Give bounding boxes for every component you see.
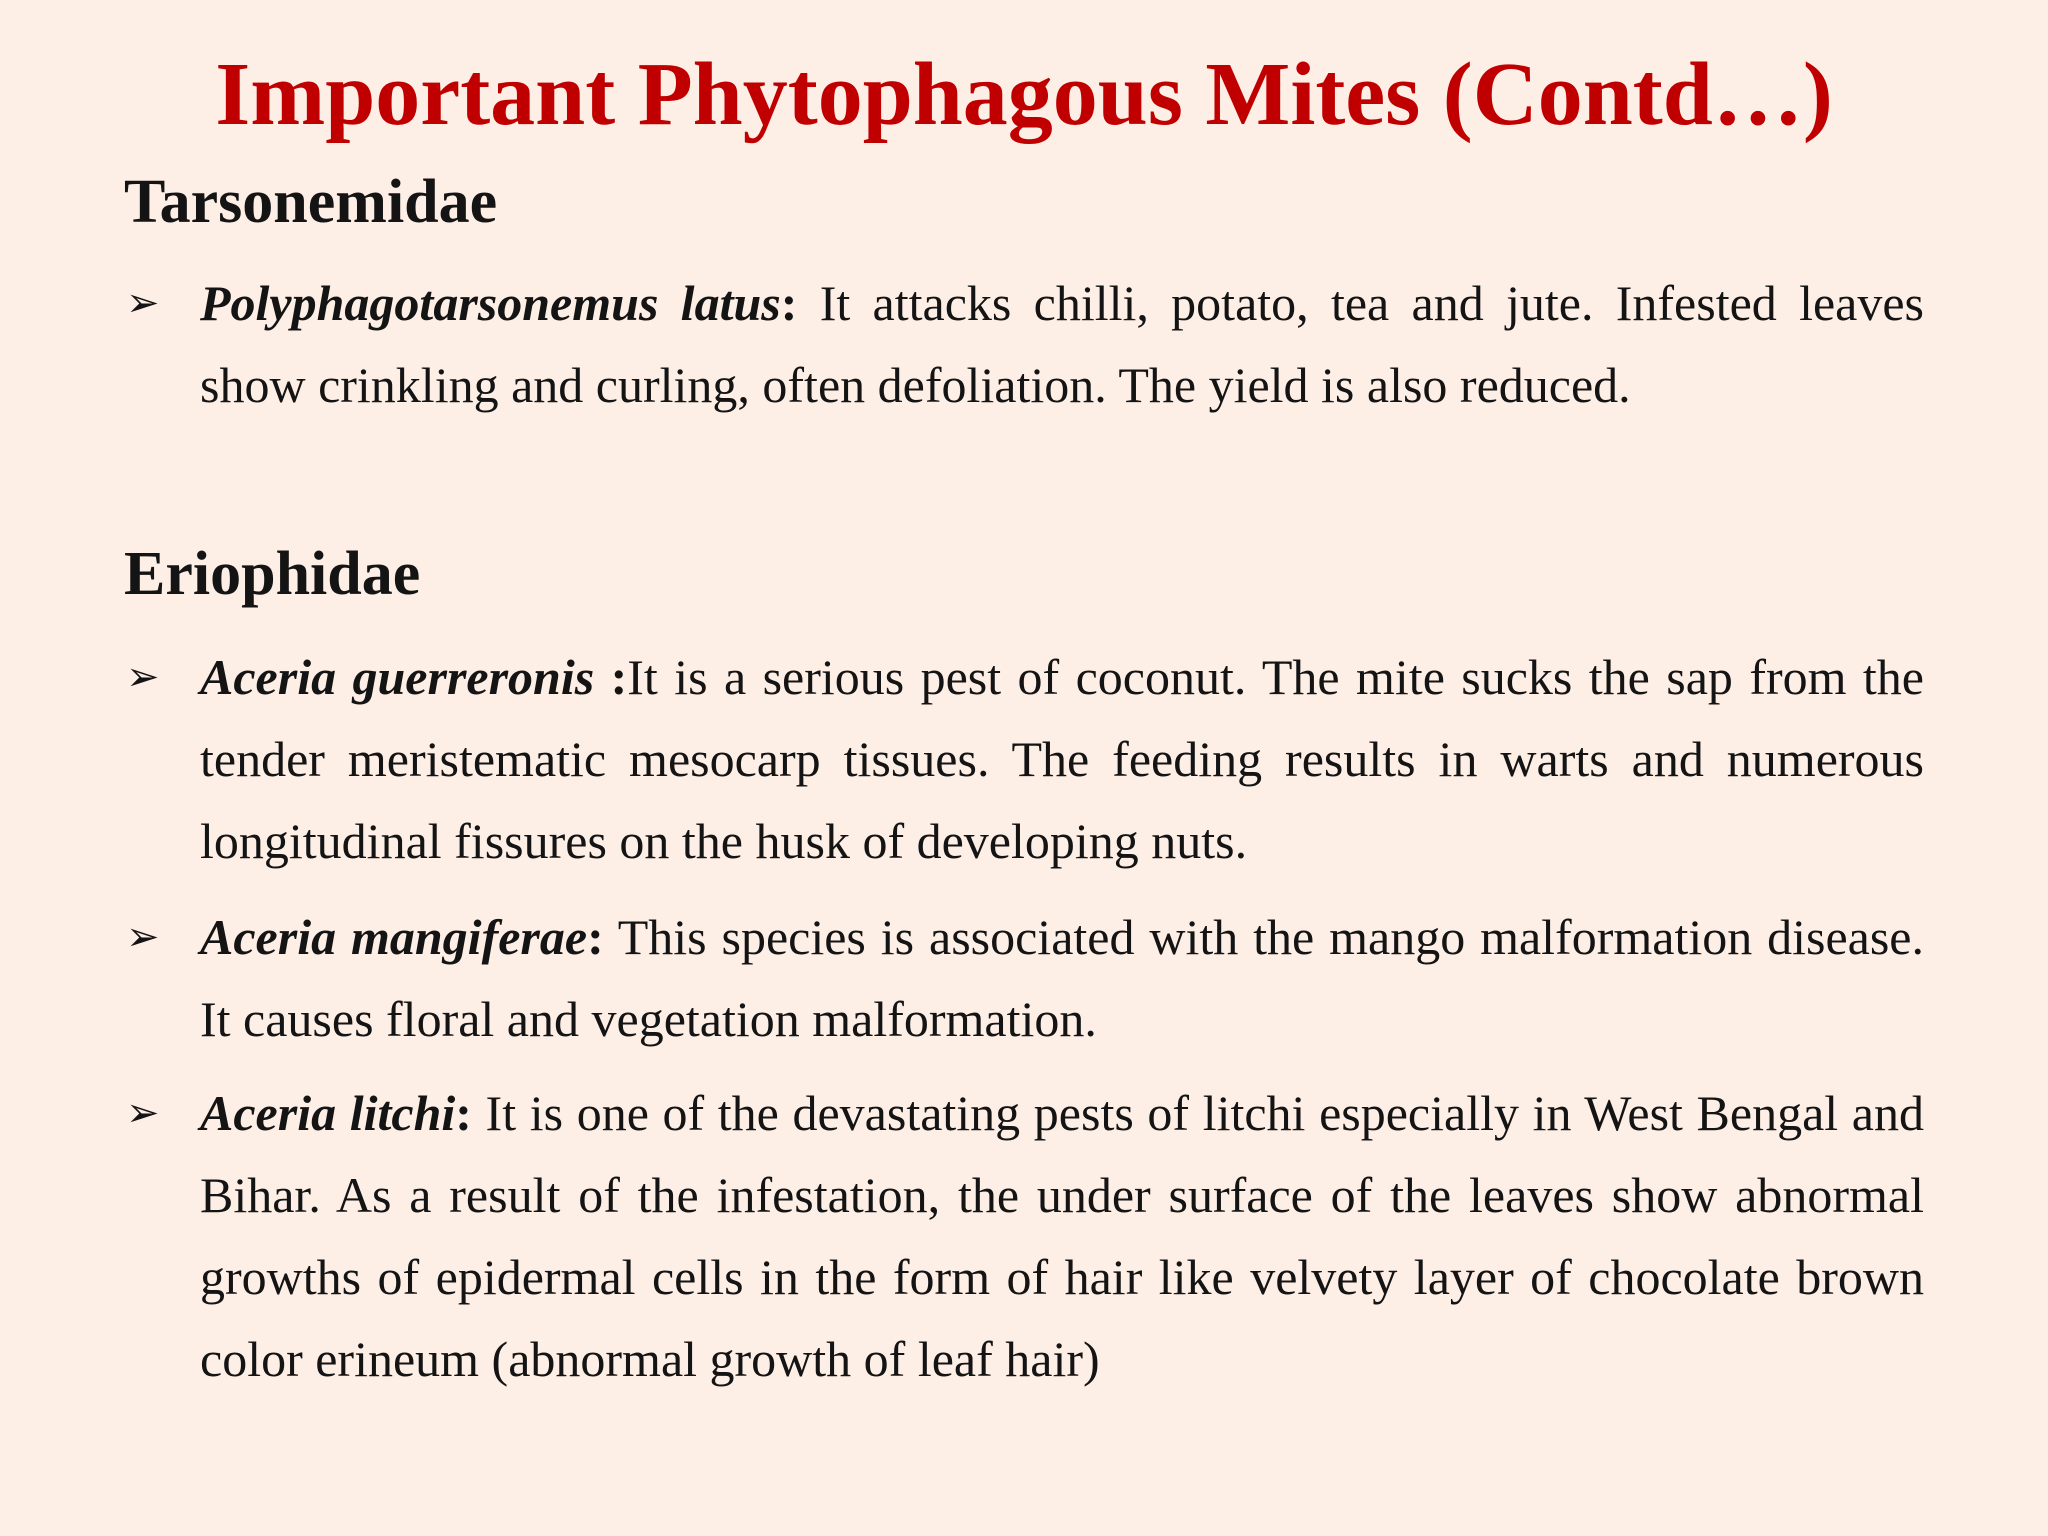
species-name: Aceria litchi	[200, 1085, 456, 1141]
species-description: It is a serious pest of coconut. The mite sucks the sap from the tender meristematic mesocarp tissues. The feeding results in warts and numerous longitudinal fissures on the husk of developing nuts.	[200, 649, 1925, 869]
bullet-polyphagotarsonemus-latus	[124, 262, 1924, 426]
species-separator: :	[780, 275, 798, 331]
species-description: This species is associated with the mango malformation disease. It causes floral and vegetation malformation.	[200, 909, 1924, 1047]
slide-title: Important Phytophagous Mites (Contd…)	[215, 45, 1833, 144]
species-name: Aceria mangiferae	[200, 909, 588, 965]
section-heading-tarsonemidae: Tarsonemidae	[124, 168, 498, 236]
species-separator: :	[587, 909, 604, 965]
bullet-text	[200, 896, 1924, 1060]
arrow-bullet-icon: ➢	[126, 1090, 160, 1136]
bullet-aceria-guerreronis	[124, 636, 1924, 882]
species-name: Polyphagotarsonemus latus	[200, 275, 781, 331]
species-name: Aceria guerreronis	[200, 649, 595, 705]
section-heading-eriophidae: Eriophidae	[124, 540, 421, 608]
arrow-bullet-icon: ➢	[126, 654, 160, 700]
bullet-aceria-mangiferae	[124, 896, 1924, 1060]
arrow-bullet-icon: ➢	[126, 914, 160, 960]
species-description: It is one of the devastating pests of litchi especially in West Bengal and Bihar. As a result of the infestation, the under surface of the leaves show abnormal growths of epidermal cells in the form of hair like velvety layer of chocolate brown color erineum (abnormal growth of leaf hair)	[200, 1085, 1924, 1387]
bullet-text	[200, 636, 1924, 882]
arrow-bullet-icon: ➢	[126, 280, 160, 326]
bullet-text	[200, 1072, 1924, 1400]
bullet-text	[200, 262, 1924, 426]
species-separator: :	[455, 1085, 472, 1141]
species-description: It attacks chilli, potato, tea and jute. Infested leaves show crinkling and curling, often defoliation. The yield is also reduced.	[200, 275, 1924, 413]
bullet-aceria-litchi	[124, 1072, 1924, 1400]
species-separator: :	[594, 649, 628, 705]
